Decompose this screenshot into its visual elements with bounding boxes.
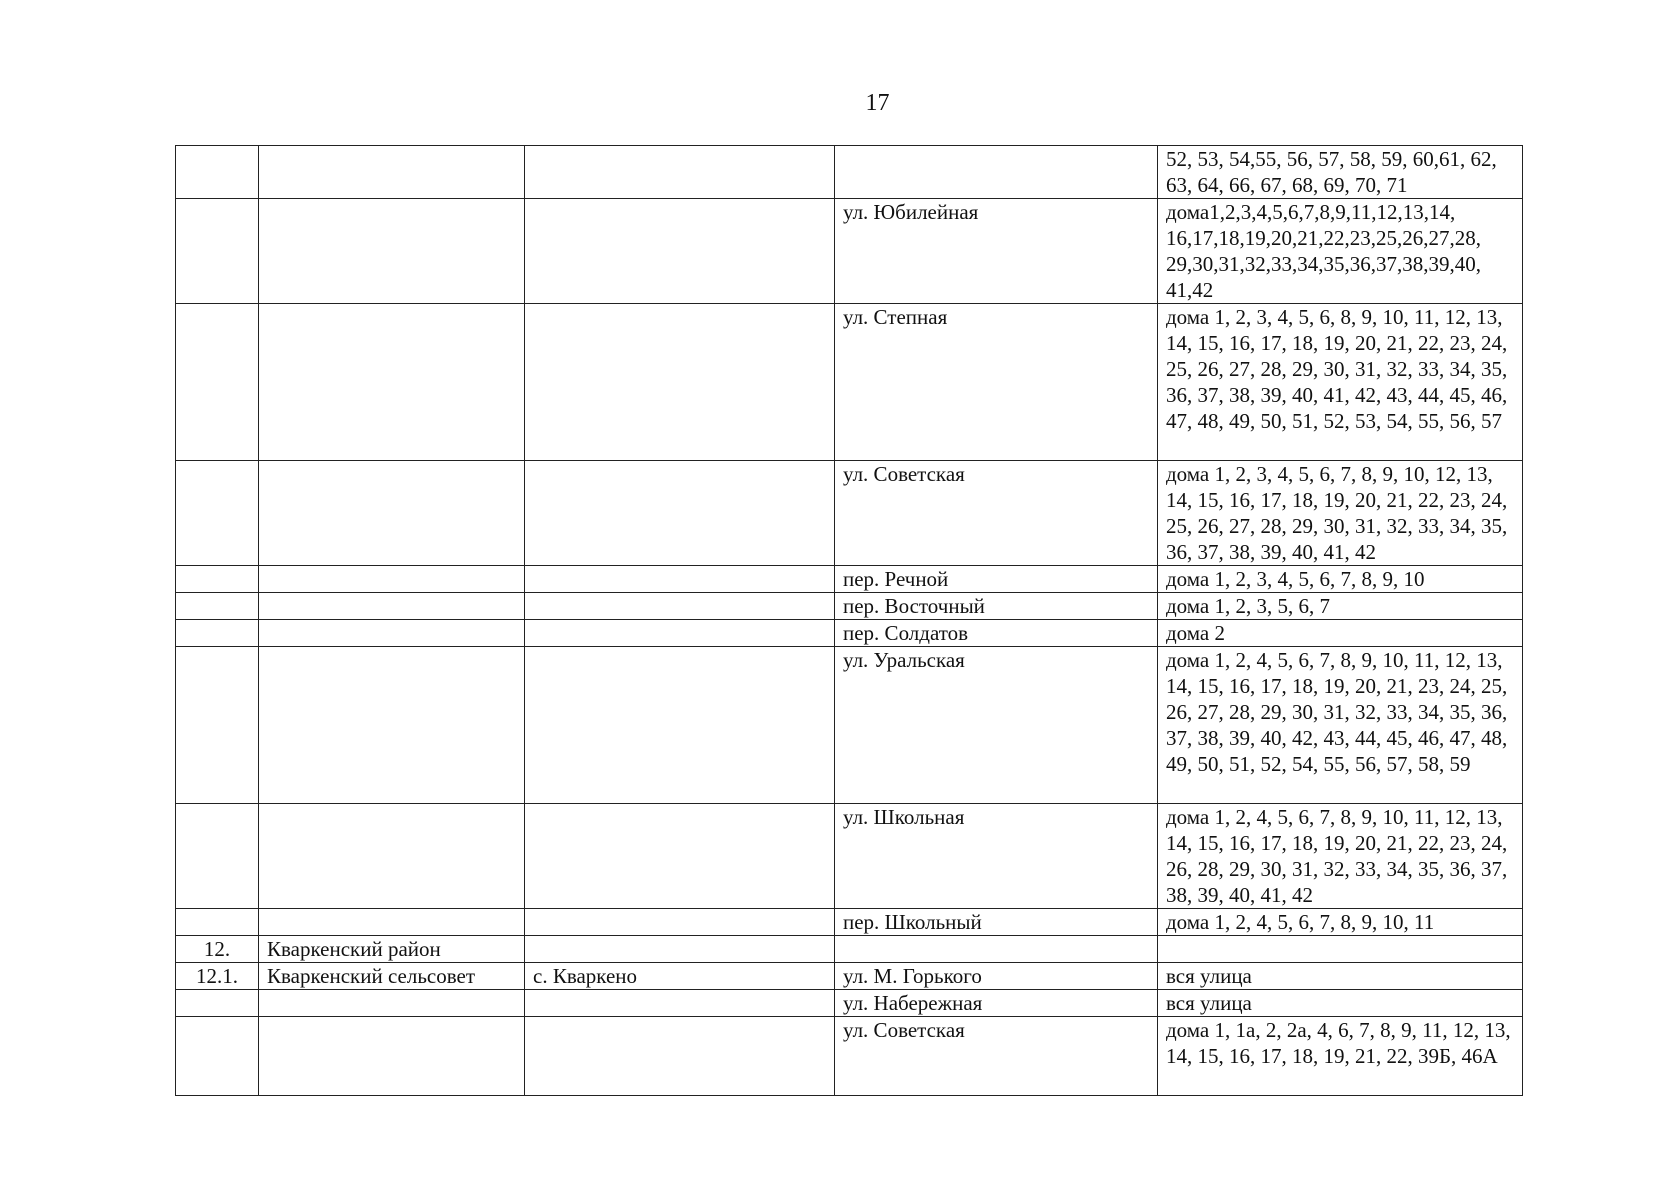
houses-cell: вся улица	[1158, 963, 1523, 990]
houses-cell: дома 1, 2, 3, 4, 5, 6, 7, 8, 9, 10, 12, 13, 14, 15, 16, 17, 18, 19, 20, 21, 22, 23, 24, 25, 26, 27, 28, 29, 30, 31, 32, 33, 34, 35, 36, 37, 38, 39, 40, 41, 42	[1158, 461, 1523, 566]
locality-cell	[525, 620, 835, 647]
locality-cell	[525, 936, 835, 963]
houses-cell: 52, 53, 54,55, 56, 57, 58, 59, 60,61, 62, 63, 64, 66, 67, 68, 69, 70, 71	[1158, 146, 1523, 199]
street-cell	[835, 146, 1158, 199]
locality-cell	[525, 593, 835, 620]
street-cell: ул. М. Горького	[835, 963, 1158, 990]
district-cell	[259, 146, 525, 199]
houses-cell: дома 1, 2, 3, 4, 5, 6, 7, 8, 9, 10	[1158, 566, 1523, 593]
street-cell: пер. Речной	[835, 566, 1158, 593]
houses-cell	[1158, 936, 1523, 963]
locality-cell	[525, 566, 835, 593]
table-row	[176, 304, 1523, 461]
street-cell: ул. Набережная	[835, 990, 1158, 1017]
locality-cell	[525, 461, 835, 566]
street-cell	[835, 936, 1158, 963]
district-cell	[259, 909, 525, 936]
table-row	[176, 461, 1523, 566]
table-row	[176, 199, 1523, 304]
locality-cell	[525, 909, 835, 936]
table-row	[176, 647, 1523, 804]
table-row	[176, 593, 1523, 620]
row-number-cell	[176, 461, 259, 566]
district-cell: Кваркенский сельсовет	[259, 963, 525, 990]
houses-cell: дома 1, 2, 3, 4, 5, 6, 8, 9, 10, 11, 12, 13, 14, 15, 16, 17, 18, 19, 20, 21, 22, 23, 24, 25, 26, 27, 28, 29, 30, 31, 32, 33, 34, 35, 36, 37, 38, 39, 40, 41, 42, 43, 44, 45, 46, 47, 48, 49, 50, 51, 52, 53, 54, 55, 56, 57	[1158, 304, 1523, 461]
district-cell	[259, 620, 525, 647]
row-number-cell	[176, 990, 259, 1017]
locality-cell	[525, 647, 835, 804]
district-cell	[259, 647, 525, 804]
row-number-cell: 12.1.	[176, 963, 259, 990]
district-cell	[259, 804, 525, 909]
row-number-cell	[176, 909, 259, 936]
row-number-cell: 12.	[176, 936, 259, 963]
houses-cell: дома 1, 2, 4, 5, 6, 7, 8, 9, 10, 11, 12, 13, 14, 15, 16, 17, 18, 19, 20, 21, 23, 24, 25, 26, 27, 28, 29, 30, 31, 32, 33, 34, 35, 36, 37, 38, 39, 40, 42, 43, 44, 45, 46, 47, 48, 49, 50, 51, 52, 54, 55, 56, 57, 58, 59	[1158, 647, 1523, 804]
locality-cell	[525, 199, 835, 304]
row-number-cell	[176, 620, 259, 647]
row-number-cell	[176, 304, 259, 461]
row-number-cell	[176, 804, 259, 909]
houses-cell: дома 1, 2, 4, 5, 6, 7, 8, 9, 10, 11	[1158, 909, 1523, 936]
table-row	[176, 990, 1523, 1017]
table-row	[176, 1017, 1523, 1096]
row-number-cell	[176, 566, 259, 593]
row-number-cell	[176, 593, 259, 620]
table-row	[176, 963, 1523, 990]
locality-cell	[525, 804, 835, 909]
street-cell: ул. Юбилейная	[835, 199, 1158, 304]
street-cell: пер. Школьный	[835, 909, 1158, 936]
row-number-cell	[176, 1017, 259, 1096]
street-cell: ул. Советская	[835, 461, 1158, 566]
locality-cell	[525, 990, 835, 1017]
houses-cell: дома 2	[1158, 620, 1523, 647]
houses-cell: дома 1, 2, 4, 5, 6, 7, 8, 9, 10, 11, 12, 13, 14, 15, 16, 17, 18, 19, 20, 21, 22, 23, 24, 26, 28, 29, 30, 31, 32, 33, 34, 35, 36, 37, 38, 39, 40, 41, 42	[1158, 804, 1523, 909]
locality-cell	[525, 304, 835, 461]
locality-cell	[525, 146, 835, 199]
table-row	[176, 620, 1523, 647]
row-number-cell	[176, 146, 259, 199]
table-row	[176, 146, 1523, 199]
page-number: 17	[865, 90, 890, 116]
address-table	[175, 145, 1523, 1096]
district-cell	[259, 461, 525, 566]
district-cell	[259, 593, 525, 620]
street-cell: пер. Восточный	[835, 593, 1158, 620]
street-cell: ул. Уральская	[835, 647, 1158, 804]
table-row	[176, 909, 1523, 936]
houses-cell: дома 1, 2, 3, 5, 6, 7	[1158, 593, 1523, 620]
row-number-cell	[176, 647, 259, 804]
locality-cell: с. Кваркено	[525, 963, 835, 990]
district-cell	[259, 990, 525, 1017]
district-cell	[259, 1017, 525, 1096]
street-cell: пер. Солдатов	[835, 620, 1158, 647]
street-cell: ул. Степная	[835, 304, 1158, 461]
houses-cell: дома1,2,3,4,5,6,7,8,9,11,12,13,14, 16,17,18,19,20,21,22,23,25,26,27,28, 29,30,31,32,33,34,35,36,37,38,39,40, 41,42	[1158, 199, 1523, 304]
table-row	[176, 566, 1523, 593]
district-cell	[259, 566, 525, 593]
district-cell	[259, 304, 525, 461]
table-row	[176, 804, 1523, 909]
street-cell: ул. Школьная	[835, 804, 1158, 909]
district-cell: Кваркенский район	[259, 936, 525, 963]
locality-cell	[525, 1017, 835, 1096]
houses-cell: вся улица	[1158, 990, 1523, 1017]
street-cell: ул. Советская	[835, 1017, 1158, 1096]
district-cell	[259, 199, 525, 304]
row-number-cell	[176, 199, 259, 304]
table-row	[176, 936, 1523, 963]
houses-cell: дома 1, 1а, 2, 2а, 4, 6, 7, 8, 9, 11, 12, 13, 14, 15, 16, 17, 18, 19, 21, 22, 39Б, 46А	[1158, 1017, 1523, 1096]
